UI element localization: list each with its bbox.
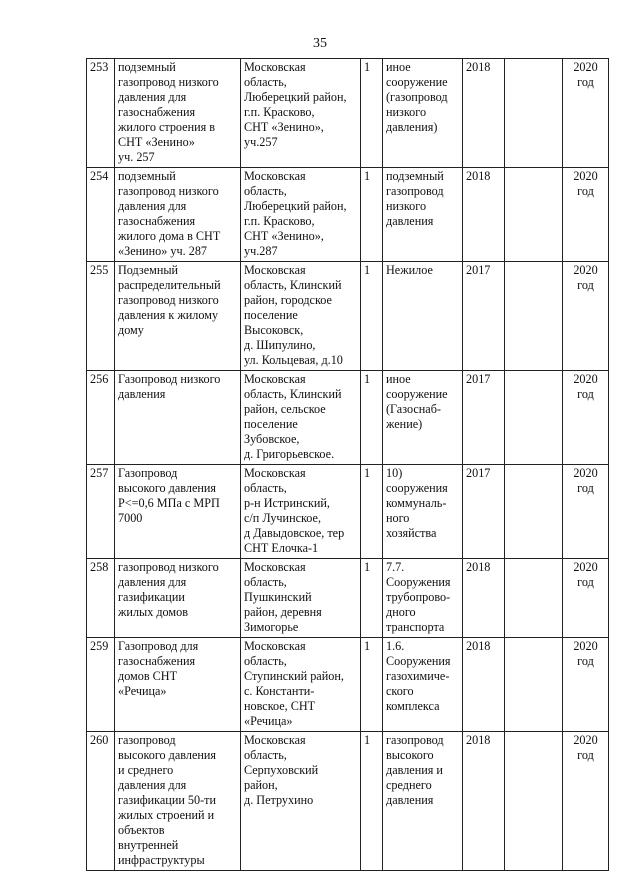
object-name-line: подземный (118, 169, 176, 183)
object-name-line: газопровод (118, 733, 176, 747)
object-name-cell (115, 638, 241, 732)
address-cell (241, 465, 361, 559)
purpose-line: 10) (386, 466, 403, 480)
purpose-line: Нежилое (386, 263, 433, 277)
row-number-cell: 260 (87, 732, 115, 871)
object-name-line: газификации (118, 590, 185, 604)
address-line: Московская (244, 60, 306, 74)
address-line: Пушкинский (244, 590, 312, 604)
row-number-cell: 254 (87, 168, 115, 262)
purpose-line: подземный (386, 169, 444, 183)
object-name-line: газопровод низкого (118, 75, 219, 89)
purpose-line: хозяйства (386, 526, 437, 540)
address-line: Московская (244, 169, 306, 183)
plan-year-cell (563, 371, 609, 465)
address-line: д. Шипулино, (244, 338, 316, 352)
address-line: с/п Лучинское, (244, 511, 322, 525)
object-name-cell (115, 371, 241, 465)
plan-year-line: год (577, 278, 594, 292)
purpose-line: сооружения (386, 481, 448, 495)
address-line: ул. Кольцевая, д.10 (244, 353, 343, 367)
address-line: Люберецкий район, (244, 199, 347, 213)
object-name-line: 7000 (118, 511, 143, 525)
address-line: область, (244, 748, 287, 762)
year-cell: 2018 (463, 59, 505, 168)
plan-year-line: год (577, 387, 594, 401)
address-line: область, (244, 575, 287, 589)
address-cell (241, 559, 361, 638)
purpose-cell (383, 638, 463, 732)
object-name-line: газоснабжения (118, 214, 196, 228)
registry-table (86, 58, 609, 871)
year-cell: 2018 (463, 732, 505, 871)
empty-cell (505, 732, 563, 871)
object-name-line: газоснабжения (118, 105, 196, 119)
purpose-cell (383, 465, 463, 559)
purpose-line: 7.7. (386, 560, 405, 574)
table-row (87, 732, 609, 871)
purpose-line: (газопровод (386, 90, 448, 104)
row-number-cell: 253 (87, 59, 115, 168)
address-cell (241, 59, 361, 168)
table-row (87, 262, 609, 371)
purpose-line: давления и (386, 763, 443, 777)
purpose-cell (383, 371, 463, 465)
object-name-line: газопровод низкого (118, 293, 219, 307)
address-line: новское, СНТ (244, 699, 316, 713)
address-line: поселение (244, 308, 298, 322)
object-name-line: высокого давления (118, 748, 217, 762)
object-name-line: газификации 50-ти (118, 793, 217, 807)
plan-year-cell (563, 168, 609, 262)
table-row (87, 59, 609, 168)
address-line: область, (244, 184, 287, 198)
object-name-line: Подземный (118, 263, 179, 277)
address-line: СНТ «Зенино», (244, 229, 324, 243)
quantity-cell: 1 (361, 638, 383, 732)
purpose-line: низкого (386, 105, 427, 119)
purpose-line: комплекса (386, 699, 440, 713)
plan-year-line: 2020 (573, 639, 598, 653)
address-line: СНТ Елочка-1 (244, 541, 319, 555)
address-line: д Давыдовское, тер (244, 526, 345, 540)
object-name-line: газоснабжения (118, 654, 196, 668)
year-cell: 2017 (463, 262, 505, 371)
address-cell (241, 262, 361, 371)
purpose-line: ного (386, 511, 410, 525)
year-cell: 2018 (463, 559, 505, 638)
purpose-line: давления (386, 214, 434, 228)
quantity-cell: 1 (361, 168, 383, 262)
year-cell: 2017 (463, 465, 505, 559)
address-line: область, (244, 654, 287, 668)
address-line: область, (244, 75, 287, 89)
address-line: Московская (244, 639, 306, 653)
object-name-line: «Зенино» уч. 287 (118, 244, 208, 258)
object-name-line: высокого давления (118, 481, 217, 495)
table-row (87, 638, 609, 732)
purpose-line: среднего (386, 778, 432, 792)
purpose-line: газохимиче- (386, 669, 450, 683)
plan-year-line: год (577, 654, 594, 668)
object-name-line: внутренней (118, 838, 179, 852)
address-line: г.п. Красково, (244, 214, 315, 228)
address-line: р-н Истринский, (244, 496, 330, 510)
plan-year-line: год (577, 184, 594, 198)
plan-year-line: 2020 (573, 733, 598, 747)
address-line: г.п. Красково, (244, 105, 315, 119)
table-row (87, 559, 609, 638)
address-line: Ступинский район, (244, 669, 344, 683)
object-name-line: Газопровод низкого (118, 372, 221, 386)
plan-year-cell (563, 559, 609, 638)
object-name-line: инфраструктуры (118, 853, 205, 867)
purpose-line: давления (386, 793, 434, 807)
address-line: Московская (244, 560, 306, 574)
empty-cell (505, 59, 563, 168)
purpose-line: газопровод (386, 184, 444, 198)
address-line: район, деревня (244, 605, 322, 619)
purpose-line: сооружение (386, 387, 448, 401)
page-number: 35 (313, 36, 327, 51)
object-name-line: и среднего (118, 763, 174, 777)
registry-table-body (87, 59, 609, 871)
object-name-cell (115, 262, 241, 371)
object-name-line: газопровод низкого (118, 560, 219, 574)
purpose-line: 1.6. (386, 639, 405, 653)
object-name-line: объектов (118, 823, 165, 837)
object-name-cell (115, 559, 241, 638)
plan-year-line: 2020 (573, 60, 598, 74)
plan-year-line: 2020 (573, 372, 598, 386)
object-name-line: уч. 257 (118, 150, 155, 164)
empty-cell (505, 168, 563, 262)
plan-year-line: 2020 (573, 466, 598, 480)
empty-cell (505, 559, 563, 638)
address-line: д. Петрухино (244, 793, 314, 807)
purpose-cell (383, 262, 463, 371)
plan-year-cell (563, 465, 609, 559)
address-line: Серпуховский (244, 763, 319, 777)
object-name-cell (115, 168, 241, 262)
row-number-cell: 255 (87, 262, 115, 371)
address-line: Зубовское, (244, 432, 300, 446)
purpose-line: ского (386, 684, 414, 698)
year-cell: 2018 (463, 638, 505, 732)
purpose-cell (383, 732, 463, 871)
purpose-cell (383, 559, 463, 638)
plan-year-line: 2020 (573, 560, 598, 574)
purpose-line: трубопрово- (386, 590, 451, 604)
object-name-line: жилого дома в СНТ (118, 229, 221, 243)
address-line: Высоковск, (244, 323, 304, 337)
address-cell (241, 732, 361, 871)
table-row (87, 168, 609, 262)
object-name-line: Газопровод (118, 466, 178, 480)
plan-year-line: 2020 (573, 263, 598, 277)
address-line: д. Григорьевское. (244, 447, 335, 461)
purpose-line: давления) (386, 120, 438, 134)
table-row (87, 465, 609, 559)
quantity-cell: 1 (361, 465, 383, 559)
empty-cell (505, 262, 563, 371)
object-name-line: давления для (118, 90, 187, 104)
address-cell (241, 371, 361, 465)
object-name-line: давления к жилому (118, 308, 219, 322)
purpose-line: высокого (386, 748, 434, 762)
address-line: Московская (244, 733, 306, 747)
address-line: область, (244, 481, 287, 495)
purpose-line: Сооружения (386, 575, 451, 589)
address-line: область, Клинский (244, 387, 342, 401)
address-line: «Речица» (244, 714, 293, 728)
plan-year-cell (563, 732, 609, 871)
object-name-cell (115, 465, 241, 559)
address-line: Московская (244, 263, 306, 277)
plan-year-cell (563, 59, 609, 168)
object-name-line: «Речица» (118, 684, 167, 698)
address-line: уч.287 (244, 244, 278, 258)
address-line: уч.257 (244, 135, 278, 149)
object-name-line: жилых строений и (118, 808, 215, 822)
object-name-line: давления для (118, 778, 187, 792)
address-line: район, (244, 778, 278, 792)
purpose-line: иное (386, 60, 411, 74)
row-number-cell: 259 (87, 638, 115, 732)
purpose-line: Сооружения (386, 654, 451, 668)
object-name-line: распределительный (118, 278, 221, 292)
plan-year-line: год (577, 481, 594, 495)
plan-year-cell (563, 262, 609, 371)
purpose-line: газопровод (386, 733, 444, 747)
plan-year-cell (563, 638, 609, 732)
address-cell (241, 638, 361, 732)
object-name-cell (115, 732, 241, 871)
row-number-cell: 258 (87, 559, 115, 638)
address-line: поселение (244, 417, 298, 431)
object-name-line: жилых домов (118, 605, 188, 619)
address-line: район, городское (244, 293, 332, 307)
year-cell: 2018 (463, 168, 505, 262)
object-name-line: дому (118, 323, 144, 337)
plan-year-line: год (577, 75, 594, 89)
purpose-line: коммуналь- (386, 496, 447, 510)
quantity-cell: 1 (361, 559, 383, 638)
purpose-cell (383, 59, 463, 168)
object-name-line: жилого строения в (118, 120, 216, 134)
plan-year-line: год (577, 748, 594, 762)
object-name-line: подземный (118, 60, 176, 74)
table-row (87, 371, 609, 465)
address-line: район, сельское (244, 402, 326, 416)
object-name-line: давления для (118, 199, 187, 213)
object-name-line: домов СНТ (118, 669, 178, 683)
address-line: Московская (244, 466, 306, 480)
purpose-line: низкого (386, 199, 427, 213)
address-line: с. Константи- (244, 684, 315, 698)
row-number-cell: 256 (87, 371, 115, 465)
object-name-line: Р<=0,6 МПа с МРП (118, 496, 220, 510)
object-name-line: Газопровод для (118, 639, 199, 653)
address-line: Московская (244, 372, 306, 386)
quantity-cell: 1 (361, 732, 383, 871)
address-cell (241, 168, 361, 262)
row-number-cell: 257 (87, 465, 115, 559)
purpose-line: дного (386, 605, 416, 619)
object-name-cell (115, 59, 241, 168)
purpose-line: сооружение (386, 75, 448, 89)
plan-year-line: год (577, 575, 594, 589)
plan-year-line: 2020 (573, 169, 598, 183)
object-name-line: давления для (118, 575, 187, 589)
address-line: Люберецкий район, (244, 90, 347, 104)
empty-cell (505, 638, 563, 732)
address-line: Зимогорье (244, 620, 299, 634)
address-line: СНТ «Зенино», (244, 120, 324, 134)
object-name-line: газопровод низкого (118, 184, 219, 198)
object-name-line: СНТ «Зенино» (118, 135, 195, 149)
quantity-cell: 1 (361, 59, 383, 168)
purpose-line: иное (386, 372, 411, 386)
purpose-line: транспорта (386, 620, 445, 634)
purpose-line: жение) (386, 417, 423, 431)
empty-cell (505, 371, 563, 465)
object-name-line: давления (118, 387, 166, 401)
quantity-cell: 1 (361, 371, 383, 465)
year-cell: 2017 (463, 371, 505, 465)
quantity-cell: 1 (361, 262, 383, 371)
purpose-cell (383, 168, 463, 262)
purpose-line: (Газоснаб- (386, 402, 441, 416)
empty-cell (505, 465, 563, 559)
address-line: область, Клинский (244, 278, 342, 292)
